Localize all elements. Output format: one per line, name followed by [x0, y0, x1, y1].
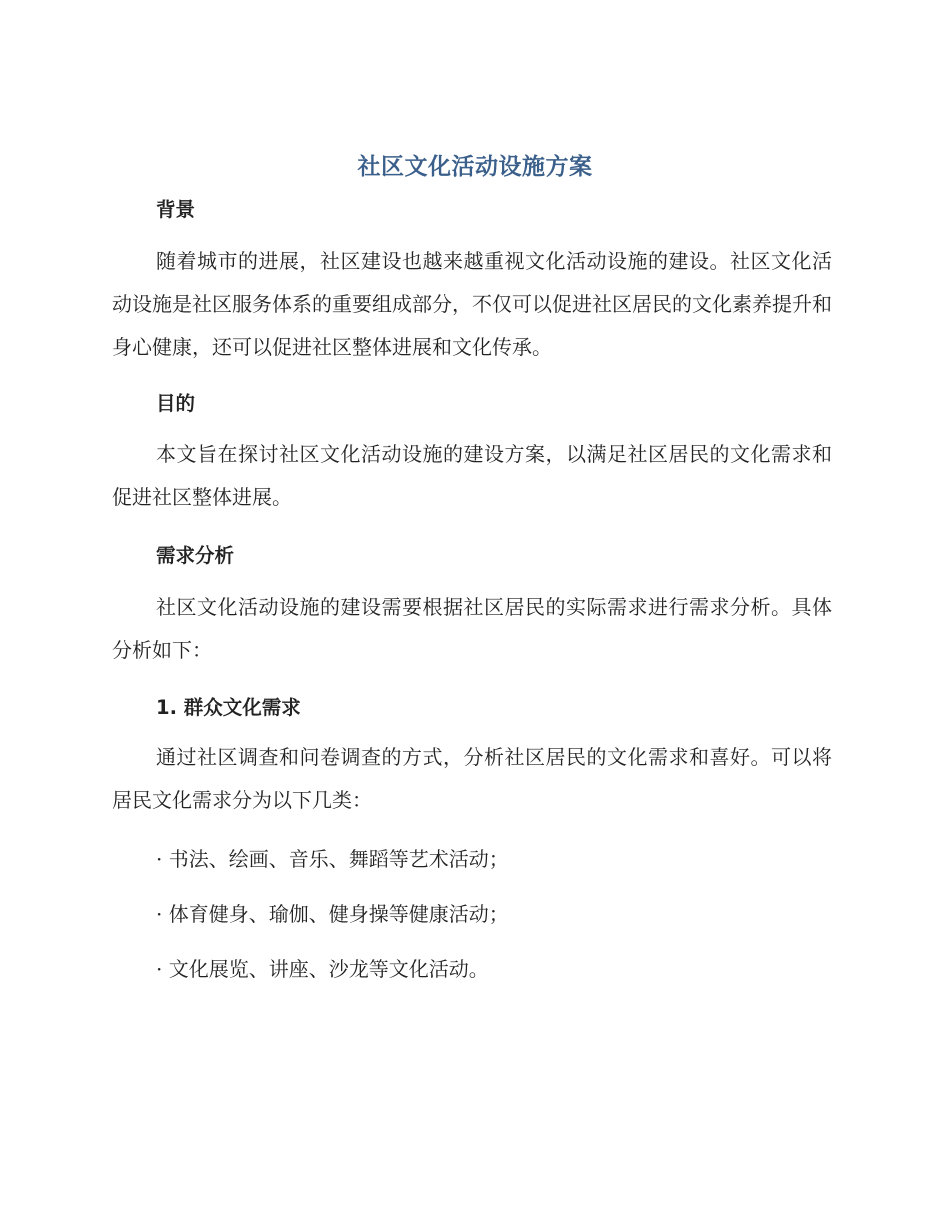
heading-purpose: 目的 [156, 392, 196, 415]
list-item-arts: · 书法、绘画、音乐、舞蹈等艺术活动； [156, 847, 509, 871]
list-item-health: · 体育健身、瑜伽、健身操等健康活动； [156, 902, 509, 926]
paragraph-needs-analysis: 社区文化活动设施的建设需要根据社区居民的实际需求进行需求分析。具体分析如下： [112, 595, 832, 662]
heading-mass-cultural-needs: 1. 群众文化需求 [156, 696, 301, 719]
paragraph-mass-cultural-needs: 通过社区调查和问卷调查的方式，分析社区居民的文化需求和喜好。可以将居民文化需求分为以下几类： [112, 745, 832, 812]
list-item-culture: · 文化展览、讲座、沙龙等文化活动。 [156, 957, 489, 981]
heading-background: 背景 [156, 198, 196, 221]
document-title: 社区文化活动设施方案 [357, 154, 593, 180]
paragraph-background: 随着城市的进展，社区建设也越来越重视文化活动设施的建设。社区文化活动设施是社区服务体系的重要组成部分，不仅可以促进社区居民的文化素养提升和身心健康，还可以促进社区整体进展和文化传承。 [112, 249, 832, 359]
heading-needs-analysis: 需求分析 [156, 544, 235, 567]
paragraph-purpose: 本文旨在探讨社区文化活动设施的建设方案，以满足社区居民的文化需求和促进社区整体进展。 [112, 442, 832, 509]
